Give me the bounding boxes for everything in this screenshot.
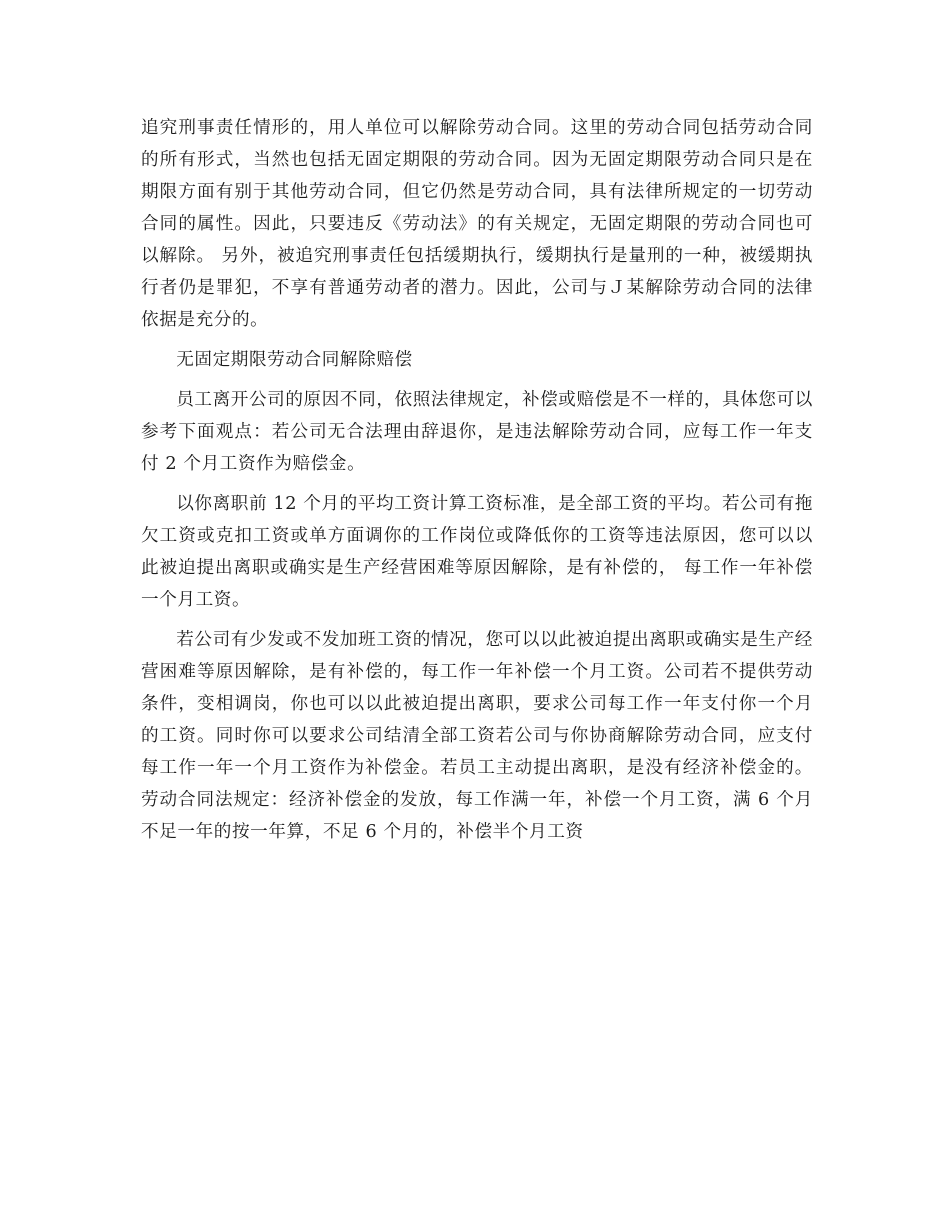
section-heading: 无固定期限劳动合同解除赔偿 [176, 350, 413, 370]
paragraph: 若公司有少发或不发加班工资的情况，您可以以此被迫提出离职或确实是生产经营困难等原因解除，是有补偿的，每工作一年补偿一个月工资。公司若不提供劳动条件，变相调岗，你也可以以此被迫提出离职，要求公司每工作一年支付你一个月的工资。同时你可以要求公司结清全部工资若公司与你协商解除劳动合同，应支付每工作一年一个月工资作为补偿金。若员工主动提出离职，是没有经济补偿金的。劳动合同法规定：经济补偿金的发放，每工作满一年，补偿一个月工资，满 6 个月不足一年的按一年算，不足 6 个月的，补偿半个月工资 [141, 630, 813, 842]
paragraph: 以你离职前 12 个月的平均工资计算工资标准，是全部工资的平均。若公司有拖欠工资或克扣工资或单方面调你的工作岗位或降低你的工资等违法原因，您可以以此被迫提出离职或确实是生产经营困难等原因解除，是有补偿的， 每工作一年补偿一个月工资。 [141, 494, 813, 610]
document-body [141, 112, 813, 856]
paragraph: 员工离开公司的原因不同，依照法律规定，补偿或赔偿是不一样的，具体您可以参考下面观点：若公司无合法理由辞退你，是违法解除劳动合同，应每工作一年支付 2 个月工资作为赔偿金。 [141, 390, 813, 474]
paragraph-continuation: 追究刑事责任情形的，用人单位可以解除劳动合同。这里的劳动合同包括劳动合同的所有形式，当然也包括无固定期限的劳动合同。因为无固定期限劳动合同只是在期限方面有别于其他劳动合同，但它仍然是劳动合同，具有法律所规定的一切劳动合同的属性。因此，只要违反《劳动法》的有关规定，无固定期限的劳动合同也可以解除。 另外，被追究刑事责任包括缓期执行，缓期执行是量刑的一种，被缓期执行者仍是罪犯，不享有普通劳动者的潜力。因此，公司与Ｊ某解除劳动合同的法律依据是充分的。 [141, 118, 813, 330]
